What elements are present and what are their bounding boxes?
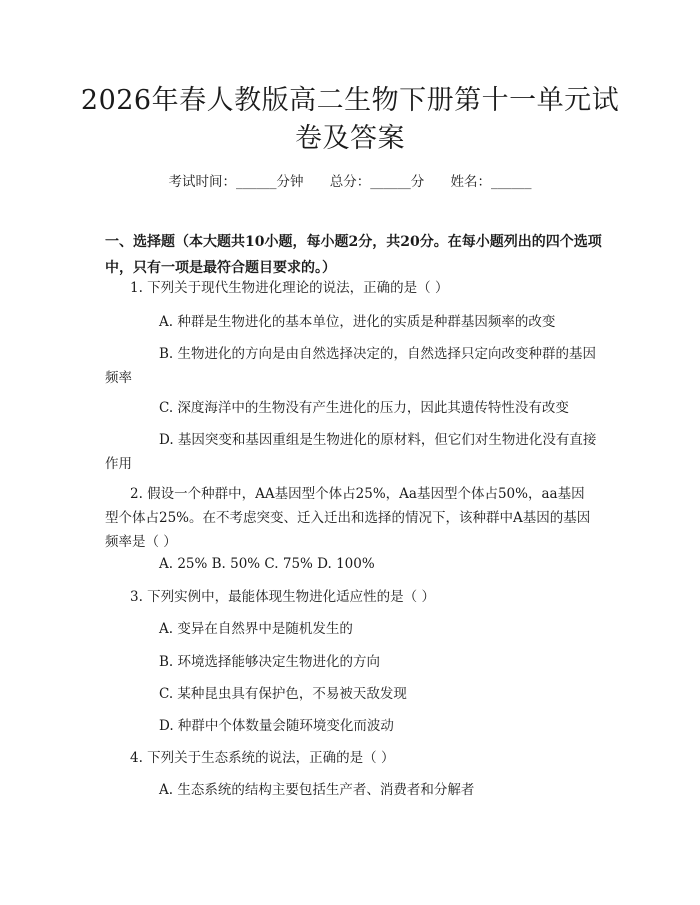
title-line-2: 卷及答案 — [295, 123, 405, 154]
student-name-field: 姓名：______ — [450, 174, 532, 190]
section-heading: 一、选择题（本大题共10小题，每小题2分，共20分。在每小题列出的四个选项中，只有一项是最符合题目要求的。） — [105, 234, 602, 276]
question-4-stem: 4. 下列关于生态系统的说法，正确的是（ ） — [130, 750, 395, 766]
question-3-stem: 3. 下列实例中，最能体现生物进化适应性的是（ ） — [130, 589, 435, 605]
question-3-option-c: C. 某种昆虫具有保护色，不易被天敌发现 — [159, 686, 407, 702]
question-3-option-b: B. 环境选择能够决定生物进化的方向 — [159, 654, 381, 670]
question-1-stem: 1. 下列关于现代生物进化理论的说法，正确的是（ ） — [130, 280, 449, 296]
title-line-1: 2026年春人教版高二生物下册第十一单元试 — [80, 85, 620, 116]
exam-title — [80, 82, 620, 158]
total-score-field: 总分：______分 — [329, 174, 425, 190]
question-3-option-d: D. 种群中个体数量会随环境变化而波动 — [159, 718, 394, 734]
question-4-option-a: A. 生态系统的结构主要包括生产者、消费者和分解者 — [159, 782, 475, 798]
question-1-option-b: B. 生物进化的方向是由自然选择决定的，自然选择只定向改变种群的基因频率 — [105, 346, 597, 386]
question-2-stem: 2. 假设一个种群中，AA基因型个体占25%，Aa基因型个体占50%，aa基因型个体占25%。在不考虑突变、迁入迁出和选择的情况下，该种群中A基因的基因频率是（ ） — [105, 486, 591, 550]
question-1-option-c: C. 深度海洋中的生物没有产生进化的压力，因此其遗传特性没有改变 — [159, 400, 569, 416]
exam-meta — [0, 170, 700, 190]
exam-time-field: 考试时间：______分钟 — [168, 174, 304, 190]
question-1-option-d: D. 基因突变和基因重组是生物进化的原材料，但它们对生物进化没有直接作用 — [105, 432, 597, 472]
question-1-option-a: A. 种群是生物进化的基本单位，进化的实质是种群基因频率的改变 — [159, 314, 556, 330]
question-2-options: A. 25% B. 50% C. 75% D. 100% — [159, 556, 375, 572]
question-3-option-a: A. 变异在自然界中是随机发生的 — [159, 621, 353, 637]
